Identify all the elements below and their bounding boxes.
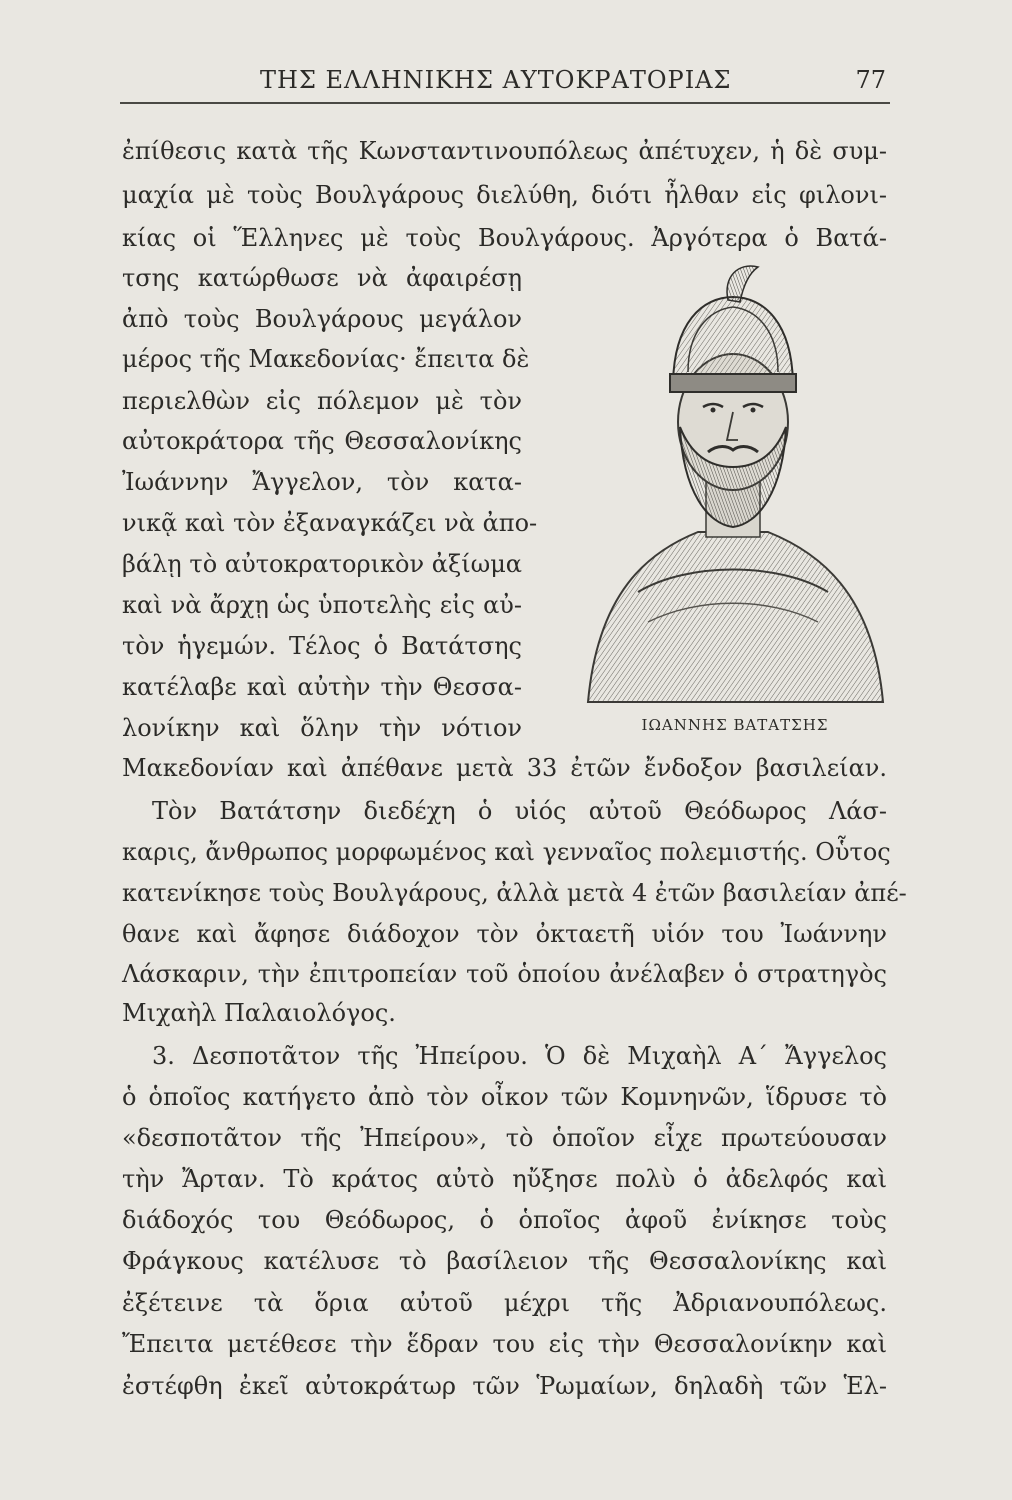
text-line: ἐστέφθη ἐκεῖ αὐτοκράτωρ τῶν Ῥωμαίων, δηλαδὴ τῶν Ἑλ- bbox=[122, 1372, 887, 1400]
running-title: ΤΗΣ ΕΛΛΗΝΙΚΗΣ ΑΥΤΟΚΡΑΤΟΡΙΑΣ bbox=[260, 66, 732, 94]
portrait-caption: ΙΩΑΝΝΗΣ ΒΑΤΑΤΣΗΣ bbox=[641, 716, 829, 734]
text-line: Μακεδονίαν καὶ ἀπέθανε μετὰ 33 ἐτῶν ἔνδοξον βασιλείαν. bbox=[122, 754, 887, 782]
text-line: κατέλαβε καὶ αὐτὴν τὴν Θεσσα- bbox=[122, 673, 522, 701]
text-line: Μιχαὴλ Παλαιολόγος. bbox=[122, 999, 396, 1027]
text-line: «δεσποτᾶτον τῆς Ἠπείρου», τὸ ὁποῖον εἶχε πρωτεύουσαν bbox=[122, 1124, 887, 1152]
text-line: τσης κατώρθωσε νὰ ἀφαιρέσῃ bbox=[122, 264, 522, 292]
text-line: κίας οἱ Ἕλληνες μὲ τοὺς Βουλγάρους. Ἀργότερα ὁ Βατά- bbox=[122, 224, 887, 252]
text-line: λονίκην καὶ ὅλην τὴν νότιον bbox=[122, 714, 522, 742]
text-line: τὸν ἡγεμών. Τέλος ὁ Βατάτσης bbox=[122, 632, 522, 660]
page-header bbox=[120, 58, 890, 104]
text-line: νικᾷ καὶ τὸν ἐξαναγκάζει νὰ ἀπο- bbox=[122, 509, 538, 537]
text-line: Φράγκους κατέλυσε τὸ βασίλειον τῆς Θεσσαλονίκης καὶ bbox=[122, 1247, 887, 1275]
text-line: διάδοχός του Θεόδωρος, ὁ ὁποῖος ἀφοῦ ἐνίκησε τοὺς bbox=[122, 1206, 887, 1234]
text-line: τὴν Ἄρταν. Τὸ κράτος αὐτὸ ηὔξησε πολὺ ὁ ἀδελφός καὶ bbox=[122, 1165, 887, 1193]
text-line: Ἰωάννην Ἄγγελον, τὸν κατα- bbox=[122, 468, 522, 496]
page-number: 77 bbox=[855, 66, 886, 94]
text-line: Τὸν Βατάτσην διεδέχη ὁ υἱός αὐτοῦ Θεόδωρος Λάσ- bbox=[152, 797, 887, 825]
text-line: ἐξέτεινε τὰ ὅρια αὐτοῦ μέχρι τῆς Ἀδριανουπόλεως. bbox=[122, 1289, 887, 1317]
text-line: κατενίκησε τοὺς Βουλγάρους, ἀλλὰ μετὰ 4 ἐτῶν βασιλείαν ἀπέ- bbox=[122, 879, 907, 907]
text-line: ἀπὸ τοὺς Βουλγάρους μεγάλον bbox=[122, 305, 522, 333]
text-line: βάλῃ τὸ αὐτοκρατορικὸν ἀξίωμα bbox=[122, 550, 522, 578]
section-heading-line: 3. Δεσποτᾶτον τῆς Ἠπείρου. Ὁ δὲ Μιχαὴλ Α΄ Ἄγγελος bbox=[152, 1042, 887, 1070]
text-line: καὶ νὰ ἄρχῃ ὡς ὑποτελὴς εἰς αὐ- bbox=[122, 591, 522, 619]
text-line: ὁ ὁποῖος κατήγετο ἀπὸ τὸν οἶκον τῶν Κομνηνῶν, ἵδρυσε τὸ bbox=[122, 1083, 887, 1111]
text-line: καρις, ἄνθρωπος μορφωμένος καὶ γενναῖος πολεμιστής. Οὗτος bbox=[122, 838, 891, 866]
text-line: περιελθὼν εἰς πόλεμον μὲ τὸν bbox=[122, 387, 522, 415]
text-line: θανε καὶ ἄφησε διάδοχον τὸν ὀκταετῆ υἱόν του Ἰωάννην bbox=[122, 920, 887, 948]
text-line: μέρος τῆς Μακεδονίας· ἔπειτα δὲ bbox=[122, 345, 530, 373]
text-line: Ἔπειτα μετέθεσε τὴν ἕδραν του εἰς τὴν Θεσσαλονίκην καὶ bbox=[122, 1330, 887, 1358]
portrait-engraving bbox=[578, 262, 888, 707]
text-line: Λάσκαριν, τὴν ἐπιτροπείαν τοῦ ὁποίου ἀνέλαβεν ὁ στρατηγὸς bbox=[122, 960, 887, 988]
text-line: μαχία μὲ τοὺς Βουλγάρους διελύθη, διότι ἦλθαν εἰς φιλονι- bbox=[122, 181, 887, 209]
text-line: ἐπίθεσις κατὰ τῆς Κωνσταντινουπόλεως ἀπέτυχεν, ἡ δὲ συμ- bbox=[122, 137, 887, 165]
text-line: αὐτοκράτορα τῆς Θεσσαλονίκης bbox=[122, 427, 522, 455]
